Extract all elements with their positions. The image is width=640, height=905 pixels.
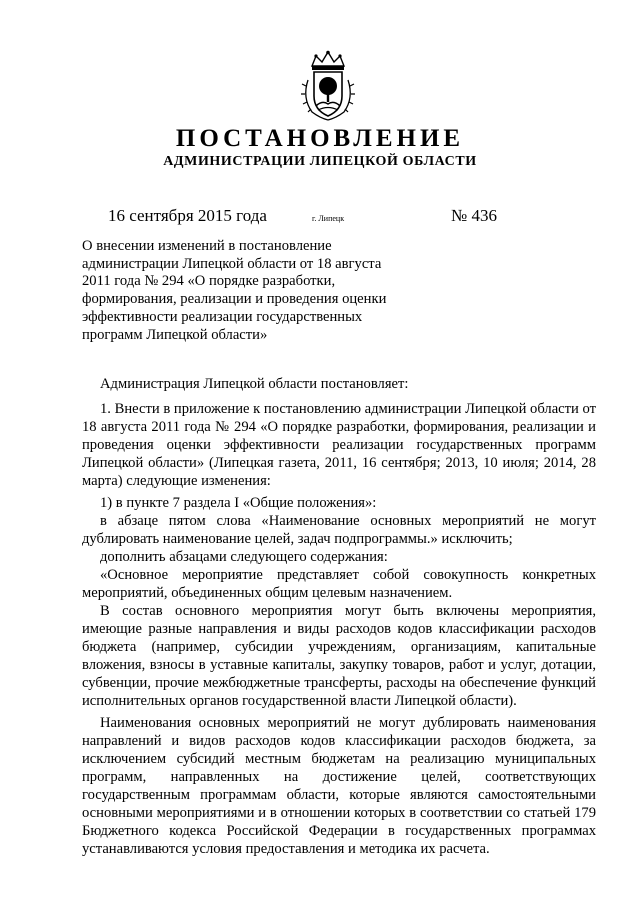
document-city: г. Липецк — [312, 214, 345, 223]
coat-of-arms-icon — [298, 50, 358, 122]
body-paragraph: 1) в пункте 7 раздела I «Общие положения»: — [100, 495, 377, 511]
subject-line: эффективности реализации государственных — [82, 308, 363, 325]
document-subtitle: АДМИНИСТРАЦИИ ЛИПЕЦКОЙ ОБЛАСТИ — [163, 154, 477, 169]
body-paragraph: Наименования основных мероприятий не могут дублировать наименования направлений и видов расходов кодов классификации расходов бюджета, за исключением субсидий местным бюджетам на реализацию муниципальных программ, направленных на достижение целей, соответствующих государственным программам области, которые являются самостоятельными основными мероприятиями и в отношении которых в соответствии со статьей 179 Бюджетного кодекса Российской Федерации в государственных программах устанавливаются условия предоставления и методика их расчета. — [82, 715, 596, 857]
document-date: 16 сентября 2015 года — [108, 206, 267, 225]
subject-line: администрации Липецкой области от 18 августа — [82, 255, 382, 272]
document-number: № 436 — [451, 206, 497, 225]
intro-statement: Администрация Липецкой области постановляет: — [100, 376, 409, 392]
body-paragraph: дополнить абзацами следующего содержания: — [100, 549, 388, 565]
body-paragraph: «Основное мероприятие представляет собой совокупность конкретных мероприятий, объединенных общим целевым назначением. — [82, 567, 596, 601]
subject-line: О внесении изменений в постановление — [82, 238, 332, 254]
document-subject — [82, 238, 412, 344]
body-paragraph: В состав основного мероприятия могут быть включены мероприятия, имеющие разные направления и виды расходов кодов классификации расходов бюджета (например, субсидии учреждениям, организациям, капитальные вложения, взносы в уставные капиталы, закупку товаров, работ и услуг, дотации, субвенции, прочие межбюджетные трансферты, расходы на обеспечение функций исполнительных органов государственной власти Липецкой области). — [82, 603, 596, 709]
body-paragraph: в абзаце пятом слова «Наименование основных мероприятий не могут дублировать наименование целей, задач подпрограммы.» исключить; — [82, 513, 596, 547]
document-body — [82, 400, 596, 862]
body-paragraph: 1. Внести в приложение к постановлению администрации Липецкой области от 18 августа 2011 года № 294 «О порядке разработки, формирования, реализации и проведения оценки эффективности реализации государственных программ Липецкой области» (Липецкая газета, 2011, 16 сентября; 2013, 10 июля; 2014, 28 марта) следующие изменения: — [82, 401, 596, 489]
subject-line: 2011 года № 294 «О порядке разработки, — [82, 273, 336, 290]
subject-line: программ Липецкой области» — [82, 326, 268, 343]
subject-line: формирования, реализации и проведения оценки — [82, 291, 387, 308]
document-title: ПОСТАНОВЛЕНИЕ — [175, 125, 465, 152]
